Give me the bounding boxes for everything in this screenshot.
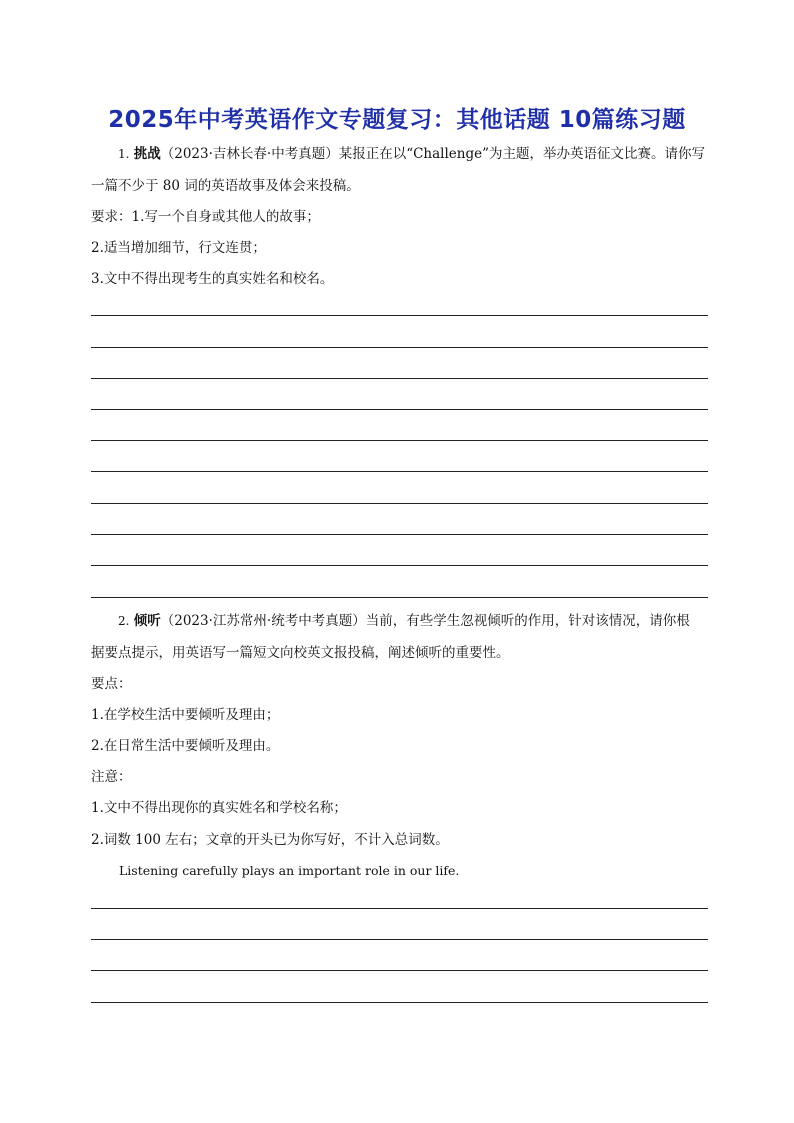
question-2-note-2: 2.词数 100 左右；文章的开头已为你写好，不计入总词数。 — [91, 832, 449, 848]
question-1-intro-text: 某报正在以“Challenge”为主题，举办英语征文比赛。请你写 — [338, 146, 706, 162]
question-2-intro-text: 当前，有些学生忽视倾听的作用，针对该情况，请你根 — [365, 613, 690, 629]
answer-line — [91, 1002, 708, 1003]
answer-line — [91, 471, 708, 472]
answer-line — [91, 597, 708, 598]
answer-line — [91, 315, 708, 316]
question-1-requirement-2: 2.适当增加细节，行文连贯； — [91, 240, 266, 256]
answer-line — [91, 908, 708, 909]
question-2-point-1: 1.在学校生活中要倾听及理由； — [91, 707, 280, 723]
answer-line — [91, 440, 708, 441]
answer-line — [91, 503, 708, 504]
question-2-intro-cont: 据要点提示，用英语写一篇短文向校英文报投稿，阐述倾听的重要性。 — [91, 645, 510, 661]
question-2-notes-label: 注意： — [91, 769, 132, 785]
question-2-intro — [118, 612, 690, 630]
answer-line — [91, 970, 708, 971]
question-1-intro — [118, 145, 705, 163]
question-1-topic: 挑战 — [133, 146, 161, 162]
question-2-points-label: 要点： — [91, 676, 132, 692]
question-2-point-2: 2.在日常生活中要倾听及理由。 — [91, 738, 280, 754]
question-1-intro-cont: 一篇不少于 80 词的英语故事及体会来投稿。 — [91, 178, 360, 194]
question-1-requirement-3: 3.文中不得出现考生的真实姓名和校名。 — [91, 271, 334, 287]
question-2-note-1: 1.文中不得出现你的真实姓名和学校名称； — [91, 800, 347, 816]
answer-line — [91, 534, 708, 535]
question-1-source: （2023·吉林长春·中考真题） — [160, 146, 339, 162]
page-title: 2025年中考英语作文专题复习：其他话题 10篇练习题 — [108, 107, 686, 133]
question-2-topic: 倾听 — [133, 613, 161, 629]
question-1-number: 1. — [118, 147, 130, 161]
question-2-number: 2. — [118, 614, 130, 628]
answer-line — [91, 347, 708, 348]
question-2-source: （2023·江苏常州·统考中考真题） — [160, 613, 366, 629]
answer-line — [91, 409, 708, 410]
answer-line — [91, 565, 708, 566]
answer-line — [91, 378, 708, 379]
answer-line — [91, 939, 708, 940]
question-2-opening-sentence: Listening carefully plays an important role in our life. — [119, 863, 460, 878]
question-1-requirement-1: 要求：1.写一个自身或其他人的故事； — [91, 209, 320, 225]
